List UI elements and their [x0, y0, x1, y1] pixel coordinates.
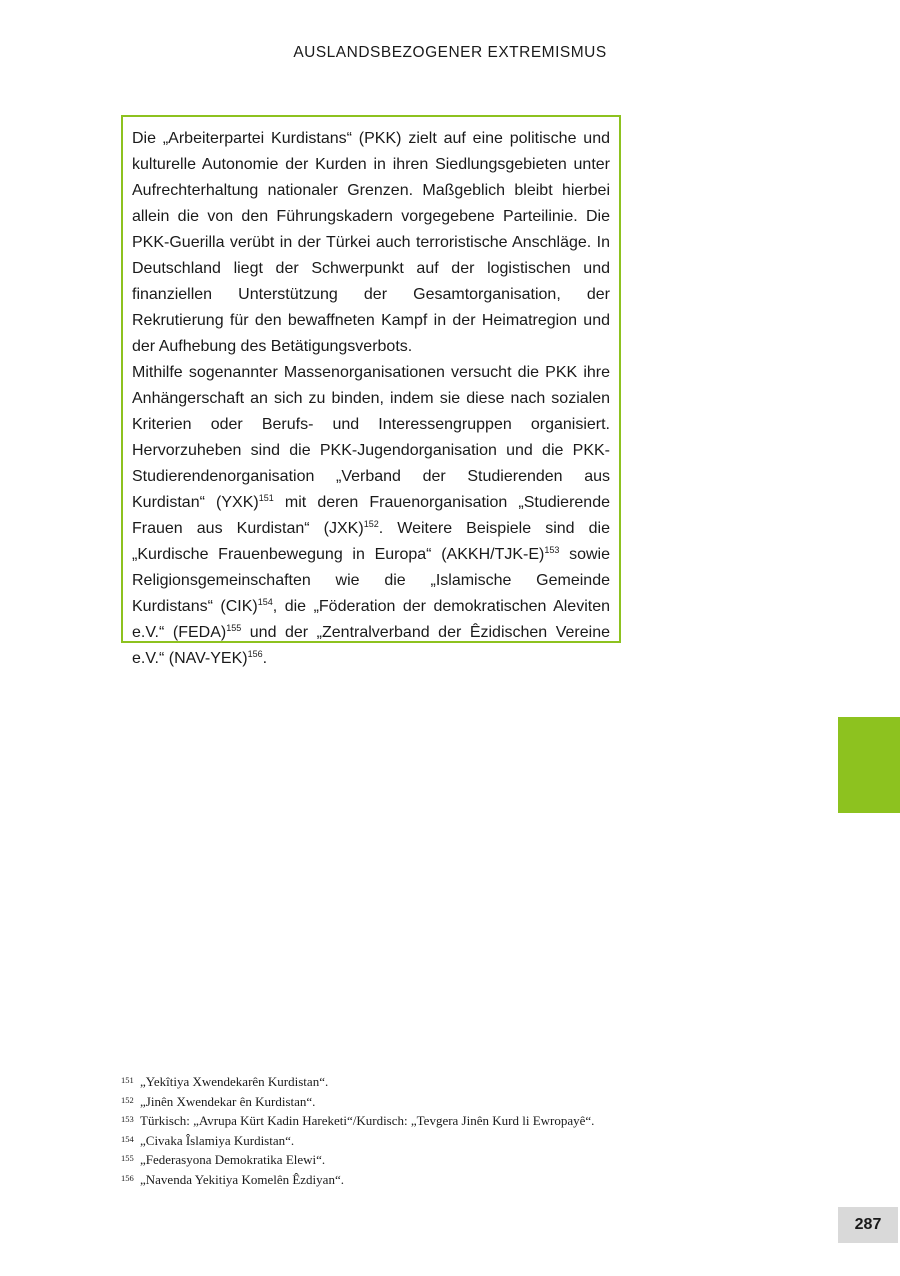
footnote-text: Türkisch: „Avrupa Kürt Kadin Hareketi“/Kurdisch: „Tevgera Jinên Kurd li Ewropayê“.	[140, 1113, 595, 1128]
text-segment: . Weitere Beispiele sind die „Kurdische Frauenbewegung in Europa“ (AKKH/TJK-E)	[132, 520, 610, 563]
footnote-152	[121, 1092, 621, 1112]
footnote-number: 153	[121, 1114, 134, 1124]
footnote-text: „Jinên Xwendekar ên Kurdistan“.	[140, 1093, 316, 1109]
info-box	[121, 115, 621, 667]
footnote-number: 155	[121, 1153, 134, 1163]
footnote-number: 154	[121, 1133, 134, 1144]
footnote-ref-156[interactable]: 156	[247, 649, 263, 659]
footnote-ref-155[interactable]: 155	[226, 623, 242, 633]
text-segment: Mithilfe sogenannter Massenorganisationen versucht die PKK ihre Anhängerschaft an sich zu binden, indem sie diese nach sozialen Kriterien oder Berufs- und Interessengruppen organisiert. Hervorzuheben sind die PKK-Jugendorganisation und die PKK-Studierendenorganisation „Verband der Studierenden aus Kurdistan“ (YXK)	[132, 364, 610, 511]
footnote-text: „Civaka Îslamiya Kurdistan“.	[140, 1132, 295, 1148]
page-number: 287	[838, 1207, 898, 1243]
footnote-154	[121, 1131, 621, 1151]
footnote-151	[121, 1072, 621, 1092]
chapter-side-tab	[838, 717, 900, 813]
footnote-153	[121, 1111, 621, 1131]
footnote-text: „Yekîtiya Xwendekarên Kurdistan“.	[140, 1074, 329, 1089]
footnote-ref-152[interactable]: 152	[363, 519, 379, 529]
text-segment: .	[262, 650, 268, 667]
footnote-155	[121, 1150, 621, 1170]
footnote-number: 156	[121, 1172, 134, 1183]
info-paragraph-2	[132, 360, 610, 672]
footnote-text: „Federasyona Demokratika Elewi“.	[140, 1152, 326, 1167]
running-title: AUSLANDSBEZOGENER EXTREMISMUS	[293, 44, 607, 61]
footnote-ref-153[interactable]: 153	[544, 545, 560, 555]
footnote-ref-151[interactable]: 151	[258, 493, 274, 503]
text-segment: , die „Föderation der demokratischen Aleviten e.V.“ (FEDA)	[132, 598, 610, 641]
footnote-156	[121, 1170, 621, 1190]
text-segment: mit deren Frauenorganisation „Studierende Frauen aus Kurdistan“ (JXK)	[132, 494, 611, 537]
footnote-ref-154[interactable]: 154	[257, 597, 273, 607]
text-segment: und der „Zentralverband der Êzidischen Vereine e.V.“ (NAV-YEK)	[132, 624, 611, 667]
footnote-text: „Navenda Yekitiya Komelên Êzdiyan“.	[140, 1171, 344, 1187]
text-segment: sowie Religionsgemeinschaften wie die „Islamische Gemeinde Kurdistans“ (CIK)	[132, 546, 610, 615]
footnotes	[121, 1072, 621, 1189]
footnote-number: 152	[121, 1094, 134, 1105]
footnote-number: 151	[121, 1075, 134, 1085]
info-paragraph-1: Die „Arbeiterpartei Kurdistans“ (PKK) zielt auf eine politische und kulturelle Autonomie der Kurden in ihren Siedlungsgebieten unter Aufrechterhaltung nationaler Grenzen. Maßgeblich bleibt hierbei allein die von den Führungskadern vorgegebene Parteilinie. Die PKK-Guerilla verübt in der Türkei auch terroristische Anschläge. In Deutschland liegt der Schwerpunkt auf der logistischen und finanziellen Unterstützung der Gesamtorganisation, der Rekrutierung für den bewaffneten Kampf in der Heimatregion und der Aufhebung des Betätigungsverbots.	[132, 130, 610, 355]
